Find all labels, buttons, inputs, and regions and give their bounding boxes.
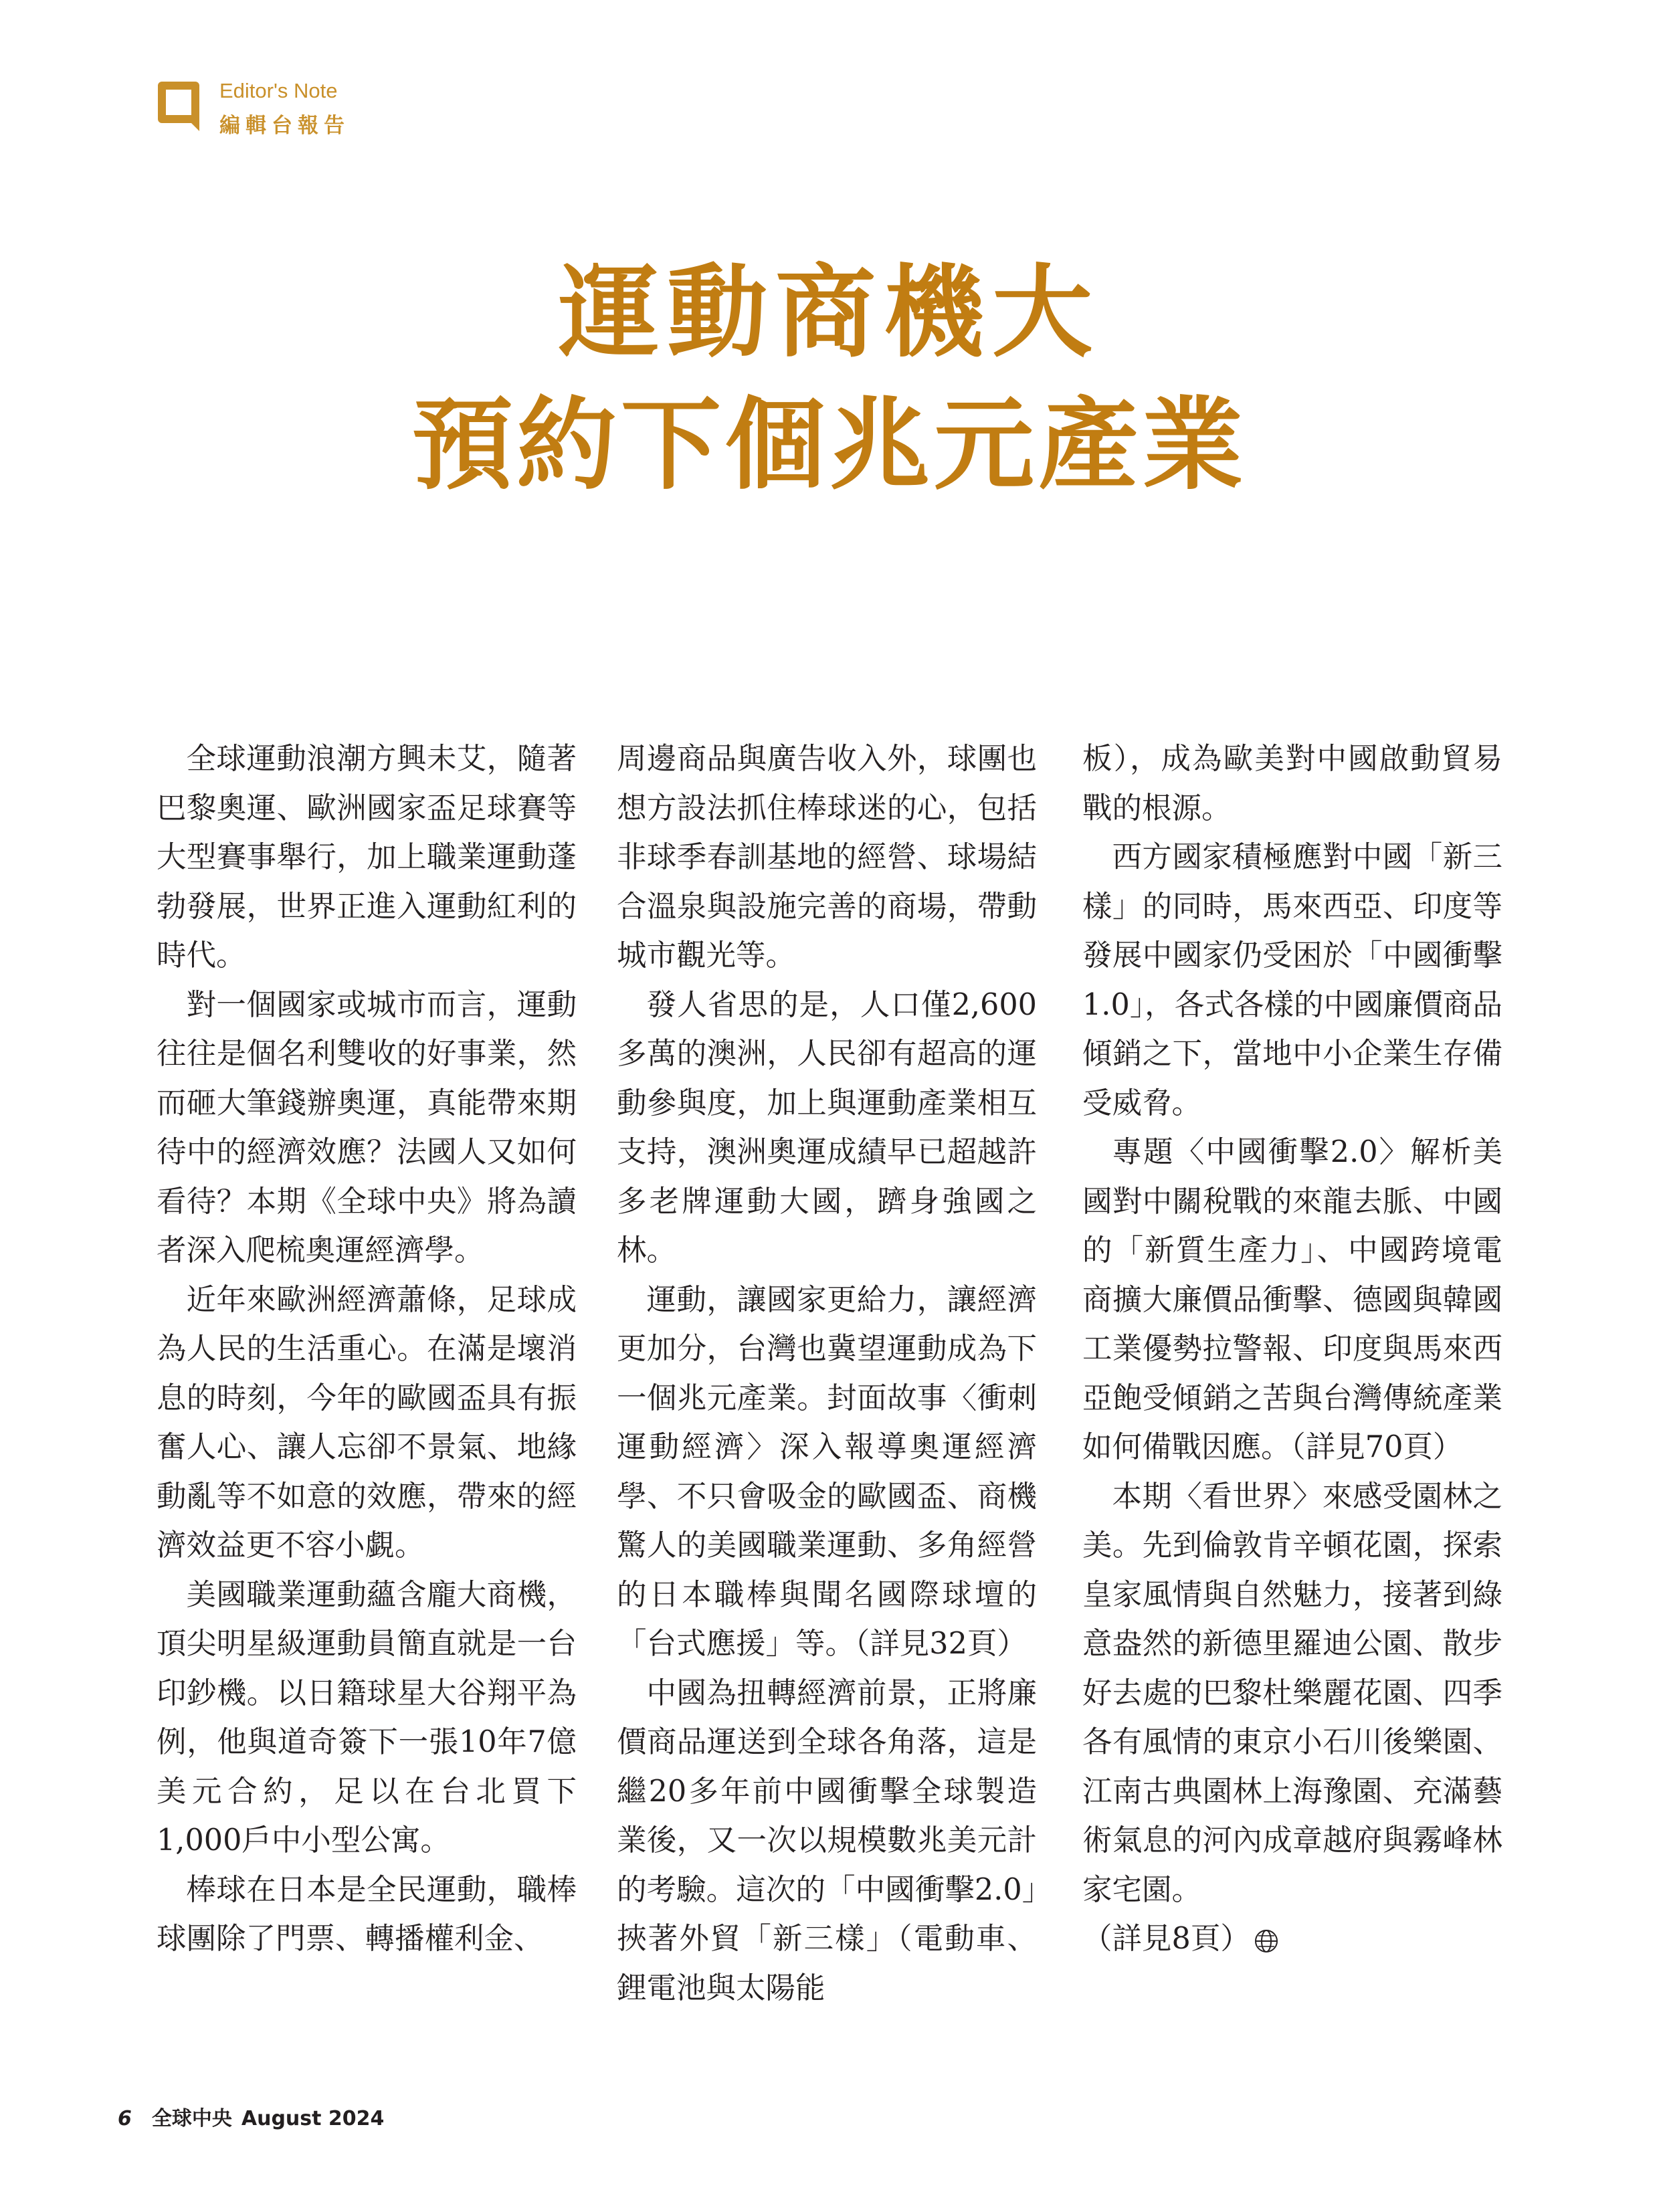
paragraph: 棒球在日本是全民運動，職棒球團除了門票、轉播權利金、 (157, 1872, 577, 1956)
headline-line-1: 運動商機大 (558, 254, 1100, 371)
paragraph: 美國職業運動蘊含龐大商機，頂尖明星級運動員簡直就是一台印鈔機。以日籍球星大谷翔平為例，他與道奇簽下一張10年7億美元合約，足以在台北買下1,000戶中小型公寓。 (157, 1577, 577, 1857)
paragraph: 板），成為歐美對中國啟動貿易戰的根源。 (1082, 742, 1502, 825)
paragraph: 發人省思的是，人口僅2,600多萬的澳洲，人民卻有超高的運動參與度，加上與運動產業相互支持，澳洲奧運成績早已超越許多老牌運動大國，躋身強國之林。 (617, 987, 1037, 1268)
speech-bubble-tail (183, 115, 199, 131)
paragraph: 近年來歐洲經濟蕭條，足球成為人民的生活重心。在滿是壞消息的時刻，今年的歐國盃具有振奮人心、讓人忘卻不景氣、地緣動亂等不如意的效應，帶來的經濟效益更不容小覷。 (157, 1282, 577, 1563)
page-footer (118, 2102, 384, 2131)
text-column-2 (617, 734, 1037, 2013)
paragraph: 運動，讓國家更給力，讓經濟更加分，台灣也冀望運動成為下一個兆元產業。封面故事〈衝刺運動經濟〉深入報導奧運經濟學、不只會吸金的歐國盃、商機驚人的美國職業運動、多角經營的日本職棒與聞名國際球壇的「台式應援」等。（詳見32頁） (617, 1282, 1037, 1661)
page-number: 6 (118, 2107, 132, 2130)
page-reference: （詳見8頁） (1082, 1922, 1250, 1956)
paragraph: 周邊商品與廣告收入外，球團也想方設法抓住棒球迷的心，包括非球季春訓基地的經營、球場結合溫泉與設施完善的商場，帶動城市觀光等。 (617, 742, 1037, 973)
issue-date: August 2024 (241, 2107, 385, 2130)
paragraph: 對一個國家或城市而言，運動往往是個名利雙收的好事業，然而砸大筆錢辦奧運，真能帶來期待中的經濟效應？法國人又如何看待？本期《全球中央》將為讀者深入爬梳奧運經濟學。 (157, 987, 577, 1268)
globe-icon (1253, 1928, 1280, 1954)
section-label-en: Editor's Note (219, 79, 338, 102)
section-label-zh: 編輯台報告 (219, 114, 350, 138)
text-column-1 (157, 734, 577, 1964)
paragraph: 全球運動浪潮方興未艾，隨著巴黎奧運、歐洲國家盃足球賽等大型賽事舉行，加上職業運動蓬勃發展，世界正進入運動紅利的時代。 (157, 742, 577, 973)
paragraph-end (1082, 1914, 1502, 1964)
paragraph: 中國為扭轉經濟前景，正將廉價商品運送到全球各角落，這是繼20多年前中國衝擊全球製造業後，又一次以規模數兆美元計的考驗。這次的「中國衝擊2.0」挾著外貿「新三樣」（電動車、鋰電池與太陽能 (617, 1676, 1037, 2005)
headline-line-2: 預約下個兆元產業 (411, 386, 1247, 504)
paragraph: 西方國家積極應對中國「新三樣」的同時，馬來西亞、印度等發展中國家仍受困於「中國衝擊1.0」，各式各樣的中國廉價商品傾銷之下，當地中小企業生存備受威脅。 (1082, 840, 1502, 1120)
text-column-3 (1082, 734, 1502, 1964)
paragraph: 本期〈看世界〉來感受園林之美。先到倫敦肯辛頓花園，探索皇家風情與自然魅力，接著到綠意盎然的新德里羅迪公園、散步好去處的巴黎杜樂麗花園、四季各有風情的東京小石川後樂園、江南古典園林上海豫園、充滿藝術氣息的河內成章越府與霧峰林家宅園。 (1082, 1479, 1502, 1907)
paragraph: 專題〈中國衝擊2.0〉解析美國對中關稅戰的來龍去脈、中國的「新質生產力」、中國跨境電商擴大廉價品衝擊、德國與韓國工業優勢拉警報、印度與馬來西亞飽受傾銷之苦與台灣傳統產業如何備戰因應。（詳見70頁） (1082, 1135, 1502, 1464)
publication-name: 全球中央 (151, 2107, 232, 2130)
